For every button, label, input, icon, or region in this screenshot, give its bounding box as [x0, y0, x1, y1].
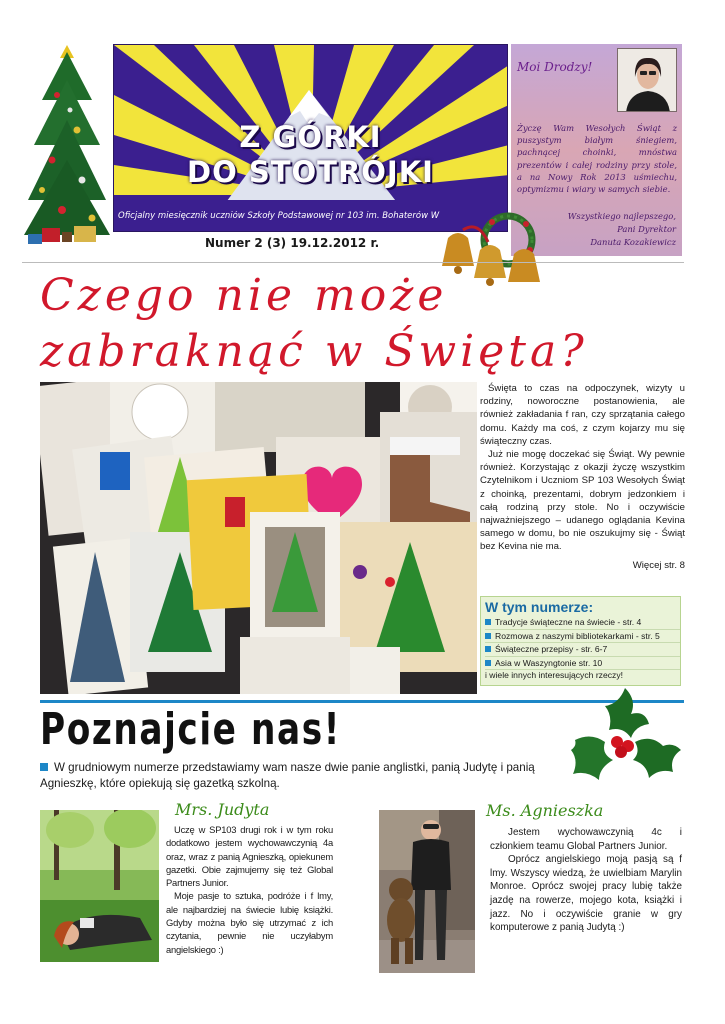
toc-item: Świąteczne przepisy - str. 6-7 [485, 643, 680, 657]
bullet-square-icon [485, 646, 491, 652]
holly-decoration [565, 680, 685, 790]
letter-body: Życzę Wam Wesołych Świąt z puszystym białym śniegiem, pachnącej choinki, mnóstwa prezentów i całej rodziny przy stole, a na Nowy Rok 2013 uśmiechu, optymizmu i wiary w samych siebie. [517, 123, 677, 195]
toc-more: i wiele innych interesujących rzeczy! [485, 670, 624, 680]
toc-item: Tradycje świąteczne na świecie - str. 4 [485, 616, 680, 630]
bullet-square-icon [485, 619, 491, 625]
letter-heading: Moi Drodzy! [517, 60, 593, 74]
christmas-tree-image [22, 40, 112, 250]
bullet-square-icon [485, 660, 491, 666]
main-article [480, 382, 685, 572]
principal-portrait [617, 48, 677, 112]
headline-line2: zabraknąć w Święta? [40, 326, 588, 377]
agnieszka-paragraph-2: Oprócz angielskiego moją pasją są f lmy. Wszyscy wiedzą, że uwielbiam Marylin Monroe. Oprócz swojej pracy lubię także jazdę na rowerze, mojego kota, książki i jazz. No i oczywiście granie w gry komputerowe z panią Judytą :) [490, 854, 682, 934]
agnieszka-photo [379, 810, 475, 973]
bullet-square-icon [40, 763, 48, 771]
bullet-square-icon [485, 633, 491, 639]
issue-number: Numer 2 (3) 19.12.2012 r. [205, 236, 380, 250]
masthead-title-line2: DO STOTRÓJKI [187, 155, 434, 189]
agnieszka-paragraph-1: Jestem wychowawczynią 4c i członkiem teamu Global Partners Junior. [490, 827, 682, 852]
newspaper-masthead [113, 44, 508, 232]
agnieszka-bio [490, 826, 682, 935]
in-this-issue-box [480, 596, 681, 686]
teacher-name-judyta: Mrs. Judyta [175, 800, 270, 819]
teacher-name-agnieszka: Ms. Agnieszka [486, 801, 604, 820]
masthead-subtitle: Oficjalny miesięcznik uczniów Szkoły Podstawowej nr 103 im. Bohaterów W [118, 211, 440, 221]
toc-item: Asia w Waszyngtonie str. 10 [485, 657, 680, 671]
toc-item: Rozmowa z naszymi bibliotekarkami - str. 5 [485, 630, 680, 644]
toc-title: W tym numerze: [485, 599, 594, 615]
letter-sign-line2: Pani Dyrektor [617, 224, 676, 234]
masthead-title-line1: Z GÓRKI [239, 120, 382, 154]
section-intro [40, 760, 580, 791]
judyta-paragraph-1: Uczę w SP103 drugi rok i w tym roku dodatkowo jestem wychowawczynią 4a oraz, wraz z panią Agnieszką, opiekunem gazetki. Obie zajmujemy się też Global Partners Junior. [166, 824, 333, 889]
judyta-photo [40, 810, 159, 962]
article-continued: Więcej str. 8 [632, 559, 685, 571]
judyta-paragraph-2: Moje pasje to sztuka, podróże i f lmy, ale najbardziej na świecie lubię książki. Gdyby można było się utrzymać z ich czytania, pewnie nie uczyłabym angielskiego :) [166, 890, 333, 955]
judyta-bio [166, 823, 333, 956]
section-title: Poznajcie nas! [40, 704, 341, 755]
christmas-cards-photo [40, 382, 477, 694]
letter-signature [556, 210, 676, 249]
toc-list [485, 616, 680, 670]
header-divider [22, 262, 684, 263]
letter-sign-line3: Danuta Kozakiewicz [590, 237, 676, 247]
letter-sign-line1: Wszystkiego najlepszego, [567, 211, 676, 221]
article-paragraph-2: Już nie mogę doczekać się Świąt. Wy pewnie również. Korzystając z okazji życzę wszystkim Czytelnikom i Uczniom SP 103 Wesołych Świąt z choinką, prezentami, dobrym jedzonkiem i całą rodziną przy stole. No i oczywiście najważniejszego – udanego oglądania Kevina samego w domu, bo nie oszukujmy się - Świąt bez Kevina nie ma. [480, 449, 685, 553]
headline-line1: Czego nie może [40, 270, 448, 321]
section-intro-text: W grudniowym numerze przedstawiamy wam nasze dwie panie anglistki, panią Judytę i panią Agnieszkę, które opiekują się gazetką szkolną. [40, 761, 535, 790]
article-paragraph-1: Święta to czas na odpoczynek, wizyty u rodziny, noworoczne postanowienia, ale również zakładania f ran, czy sprzątania całego domu. Każdy ma coś, z czym kojarzy mu się świąteczny czas. [480, 383, 685, 447]
